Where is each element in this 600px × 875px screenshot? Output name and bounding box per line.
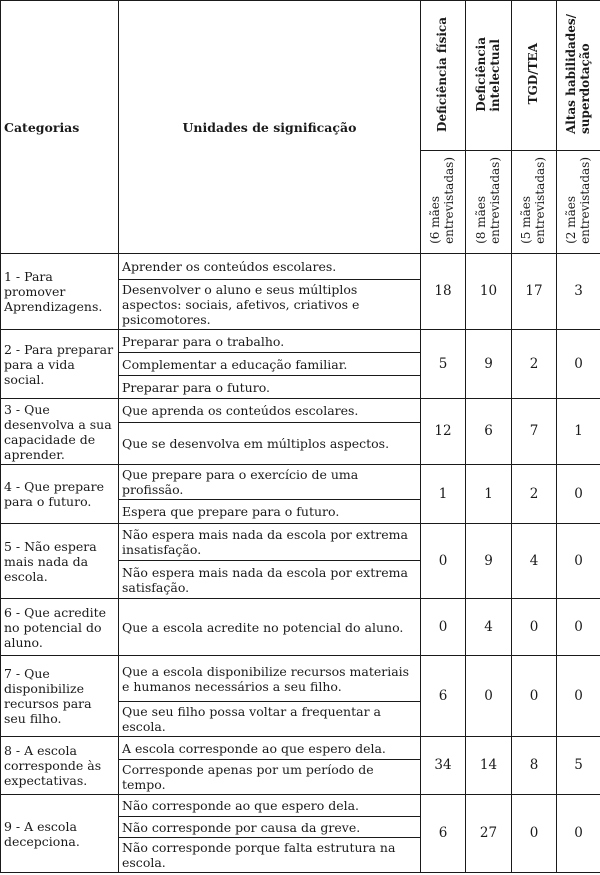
col-sub-text: (8 mães entrevistadas) [473, 157, 502, 244]
count-cell: 2 [512, 465, 557, 524]
unit-cell: Que a escola disponibilize recursos materiais e humanos necessários a seu filho. [119, 656, 421, 702]
col-title-text: Deficiência física [435, 16, 450, 132]
count-cell: 3 [557, 254, 600, 330]
unit-cell: Não espera mais nada da escola por extrema insatisfação. [119, 524, 421, 561]
table-body [1, 254, 600, 873]
unit-cell: Espera que prepare para o futuro. [119, 500, 421, 524]
count-cell: 10 [466, 254, 512, 330]
category-cell: 1 - Para promover Aprendizagens. [1, 254, 119, 330]
unit-cell: A escola corresponde ao que espero dela. [119, 737, 421, 760]
header-col-title [466, 1, 512, 151]
count-cell: 14 [466, 737, 512, 795]
category-cell: 6 - Que acredite no potencial do aluno. [1, 599, 119, 656]
category-cell: 9 - A escola decepciona. [1, 795, 119, 873]
category-cell: 7 - Que disponibilize recursos para seu filho. [1, 656, 119, 737]
table-row [1, 330, 600, 353]
count-cell: 0 [512, 599, 557, 656]
unit-cell: Que seu filho possa voltar a frequentar a escola. [119, 702, 421, 737]
count-cell: 0 [421, 599, 466, 656]
count-cell: 27 [466, 795, 512, 873]
count-cell: 0 [421, 524, 466, 599]
count-cell: 4 [466, 599, 512, 656]
count-cell: 9 [466, 524, 512, 599]
count-cell: 0 [466, 656, 512, 737]
col-sub-text: (6 mães entrevistadas) [428, 157, 456, 244]
unit-cell: Desenvolver o aluno e seus múltiplos aspectos: sociais, afetivos, criativos e psicomotores. [119, 280, 421, 330]
count-cell: 17 [512, 254, 557, 330]
header-col-sub [557, 151, 600, 254]
count-cell: 0 [557, 656, 600, 737]
count-cell: 0 [557, 795, 600, 873]
header-col-title [557, 1, 600, 151]
unit-cell: Que a escola acredite no potencial do aluno. [119, 599, 421, 656]
unit-cell: Aprender os conteúdos escolares. [119, 254, 421, 280]
count-cell: 1 [557, 399, 600, 465]
count-cell: 6 [421, 795, 466, 873]
unit-cell: Que se desenvolva em múltiplos aspectos. [119, 423, 421, 465]
count-cell: 9 [466, 330, 512, 399]
count-cell: 1 [421, 465, 466, 524]
count-cell: 5 [557, 737, 600, 795]
count-cell: 6 [421, 656, 466, 737]
count-cell: 34 [421, 737, 466, 795]
table-row [1, 399, 600, 423]
category-cell: 3 - Que desenvolva a sua capacidade de aprender. [1, 399, 119, 465]
unit-cell: Não corresponde por causa da greve. [119, 817, 421, 838]
category-cell: 5 - Não espera mais nada da escola. [1, 524, 119, 599]
category-cell: 2 - Para preparar para a vida social. [1, 330, 119, 399]
count-cell: 5 [421, 330, 466, 399]
unit-cell: Complementar a educação familiar. [119, 353, 421, 376]
count-cell: 8 [512, 737, 557, 795]
category-cell: 8 - A escola corresponde às expectativas. [1, 737, 119, 795]
count-cell: 18 [421, 254, 466, 330]
count-cell: 6 [466, 399, 512, 465]
col-sub-text: (5 mães entrevistadas) [519, 157, 547, 244]
header-col-sub [512, 151, 557, 254]
header-col-sub [466, 151, 512, 254]
col-sub-text: (2 mães entrevistadas) [563, 157, 592, 244]
count-cell: 2 [512, 330, 557, 399]
table-row [1, 465, 600, 500]
header-col-title [512, 1, 557, 151]
unit-cell: Que prepare para o exercício de uma profissão. [119, 465, 421, 500]
table-row [1, 795, 600, 817]
table-row [1, 599, 600, 656]
count-cell: 12 [421, 399, 466, 465]
count-cell: 7 [512, 399, 557, 465]
count-cell: 4 [512, 524, 557, 599]
header-col-sub [421, 151, 466, 254]
unit-cell: Corresponde apenas por um período de tempo. [119, 760, 421, 795]
header-unidades: Unidades de significação [119, 1, 421, 254]
table-row [1, 737, 600, 760]
table-row [1, 254, 600, 280]
header-col-title [421, 1, 466, 151]
col-title-text: Deficiência intelectual [473, 36, 502, 112]
unit-cell: Não espera mais nada da escola por extrema satisfação. [119, 561, 421, 599]
col-title-text: Altas habilidades/ superdotação [563, 13, 592, 135]
header-categorias: Categorias [1, 1, 119, 254]
unit-cell: Preparar para o trabalho. [119, 330, 421, 353]
count-cell: 0 [512, 795, 557, 873]
unit-cell: Preparar para o futuro. [119, 376, 421, 399]
table-row [1, 524, 600, 561]
unit-cell: Que aprenda os conteúdos escolares. [119, 399, 421, 423]
count-cell: 1 [466, 465, 512, 524]
count-cell: 0 [557, 524, 600, 599]
col-title-text: TGD/TEA [526, 43, 541, 105]
count-cell: 0 [557, 330, 600, 399]
table-row [1, 656, 600, 702]
count-cell: 0 [557, 599, 600, 656]
count-cell: 0 [557, 465, 600, 524]
unit-cell: Não corresponde porque falta estrutura na escola. [119, 838, 421, 873]
category-cell: 4 - Que prepare para o futuro. [1, 465, 119, 524]
count-cell: 0 [512, 656, 557, 737]
unit-cell: Não corresponde ao que espero dela. [119, 795, 421, 817]
